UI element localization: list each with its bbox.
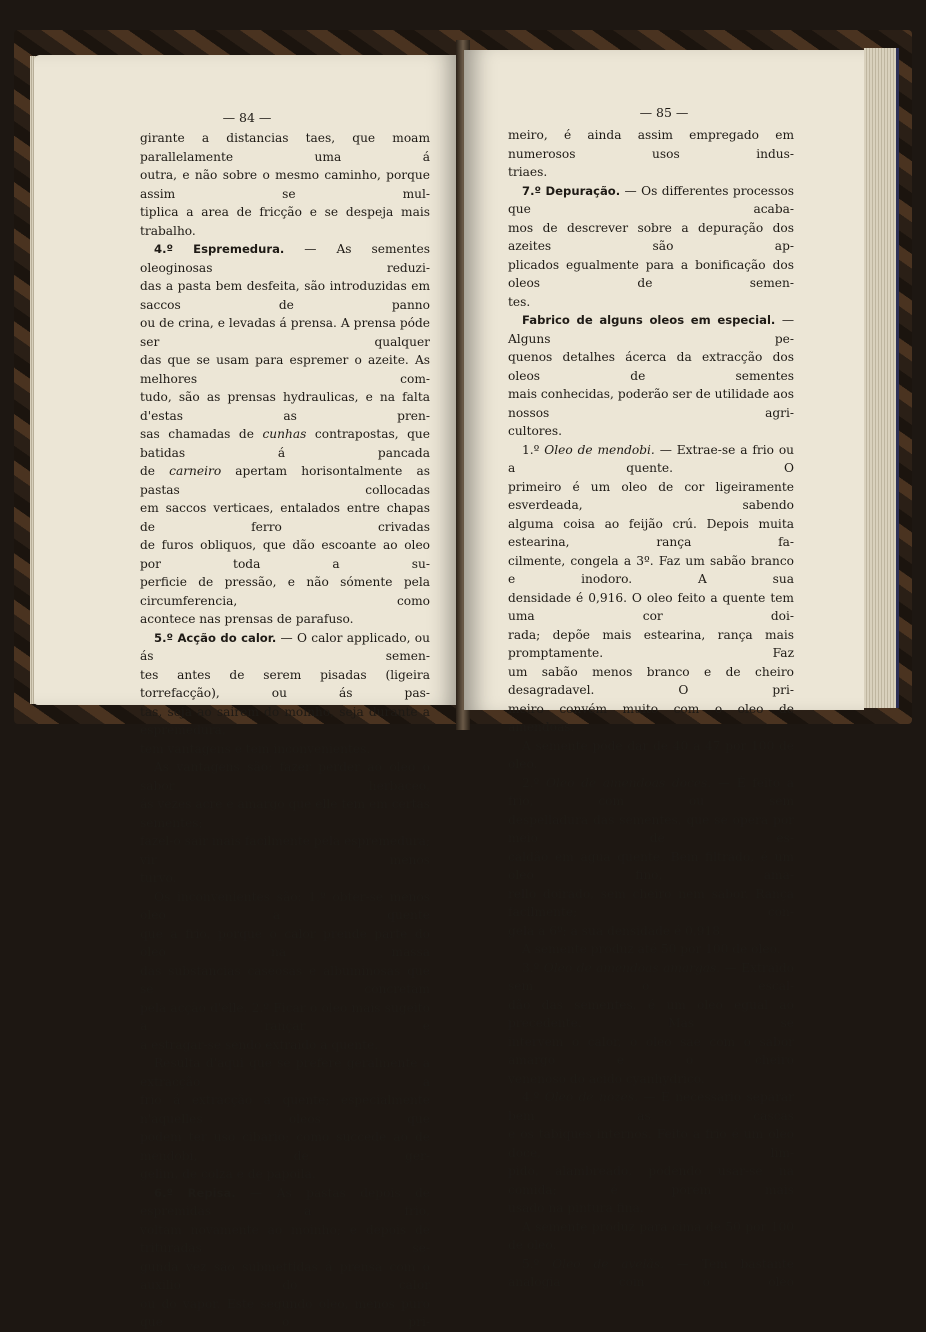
line-text: As vantagens são: fazer perder ao oleo o sabor herbaceo,	[140, 760, 430, 793]
text-line	[140, 129, 430, 166]
line-text: meiro, é ainda assim empregado em numerosos usos indus-	[508, 128, 794, 161]
text-line	[508, 700, 794, 737]
italic-term: cunhas	[262, 427, 307, 441]
italic-term: Oleo de nozes.	[544, 1090, 638, 1104]
line-text: quenos detalhes ácerca da extracção dos oleos de sementes	[508, 350, 794, 383]
text-line	[140, 1036, 430, 1055]
text-line	[508, 589, 794, 626]
text-line	[508, 1162, 794, 1199]
line-text-continued: — É feito a frio, com ou sem	[508, 775, 794, 808]
line-text: em saccos verticaes, entalados entre chapas de ferro crivadas	[140, 501, 430, 534]
text-line	[140, 1128, 430, 1165]
line-text: gelim, de colza e de papoila.	[140, 1167, 316, 1181]
text-line	[140, 999, 430, 1036]
line-text: primeiro é um oleo de cor ligeiramente esverdeada, sabendo	[508, 479, 794, 512]
text-line	[508, 385, 794, 422]
line-text: — Os differentes processos que acaba-	[508, 183, 794, 216]
text-line	[508, 737, 794, 774]
line-text: acontece nas prensas de parafuso.	[140, 612, 354, 626]
line-text: ás vezes acre e amargo que elle tem em certas sementes;	[140, 797, 430, 830]
right-page-text	[508, 126, 794, 1292]
text-line	[140, 666, 430, 703]
text-line	[508, 163, 794, 182]
line-text: tiplica a area de fricção e se despeja mais trabalho.	[140, 205, 430, 238]
line-text: que a frio, porque o calor prende parte do oleo na massa	[140, 926, 430, 959]
line-text: pela acção d'elle. 2.º Ficar o oleo mais sugeito a rançar e	[140, 1000, 430, 1033]
text-line	[140, 425, 430, 462]
line-text: intervem o calor, o oleo sae com o sabor amargo e o cheiro	[508, 1034, 794, 1067]
text-line	[140, 1295, 430, 1332]
text-line	[508, 219, 794, 256]
line-text: podem ter uso cibario; como succede ao de mendobi, de ger-	[140, 1130, 430, 1163]
text-line	[140, 925, 430, 962]
text-line	[508, 1070, 794, 1089]
page-number-left: — 84 —	[222, 110, 272, 125]
text-line	[508, 774, 794, 811]
text-line	[140, 462, 430, 499]
line-text: dão das sementes, é um oleo egual ao precedente. Mas se	[508, 997, 794, 1030]
text-line	[508, 422, 794, 441]
line-text-continued: — Extrae-se a frio ou a quente. O	[508, 442, 795, 475]
text-line	[140, 629, 430, 666]
line-text: um sabão menos branco e de cheiro desagradavel. O pri-	[508, 664, 794, 697]
text-line	[508, 811, 794, 848]
line-text: girante a distancias taes, que moam parallelamente uma á	[140, 131, 430, 164]
line-text: de furos obliquos, que dão escoante ao oleo por toda a su-	[140, 538, 430, 571]
text-line	[508, 552, 794, 589]
line-text: 5.º	[522, 1256, 553, 1271]
left-page	[34, 55, 460, 1329]
text-line	[140, 351, 430, 388]
line-text: mais conhecidas, poderão ser de utilidade aos nossos agri-	[508, 387, 794, 420]
text-line	[140, 1258, 430, 1295]
text-line	[508, 940, 794, 959]
italic-term: Oleo de avelãs.	[552, 1256, 664, 1271]
line-text: pido, alambreado, podendo usar-se na comida; é porém mais	[508, 1164, 794, 1197]
line-text-continued: — É necessario separar bem as cascas	[508, 1090, 794, 1123]
line-text: — Alguns pe-	[508, 313, 795, 346]
text-line	[508, 515, 794, 552]
line-text: turvo.	[140, 871, 177, 885]
text-line	[140, 1091, 430, 1128]
text-line	[140, 1165, 430, 1184]
text-line	[140, 962, 430, 999]
text-line	[508, 348, 794, 385]
text-line	[140, 536, 430, 573]
line-text: das a pasta bem desfeita, são introduzidas em saccos de panno	[140, 279, 430, 312]
line-text: gunda vez são submettidas á prensa com o auxilio do calor	[140, 1259, 430, 1292]
section-heading: 5.º Acção do calor.	[154, 630, 277, 645]
line-text: ou de crina, e levadas á prensa. A prensa póde ser qualquer	[140, 316, 430, 349]
right-page	[464, 50, 864, 1289]
line-text: A semente produz até 50 por 100 de oleo.	[522, 942, 781, 956]
text-line	[508, 1088, 794, 1125]
line-text: — As pastas depois de espremidas a frio,	[140, 1185, 430, 1218]
text-line	[508, 959, 794, 996]
line-text: cilmente, congela a 3º. Faz um sabão branco e inodoro. A sua	[508, 553, 794, 586]
text-line	[140, 166, 430, 203]
italic-term: Oleo de mendobi.	[544, 442, 655, 457]
page-edges-right	[864, 48, 899, 708]
text-line	[508, 311, 794, 348]
line-text: tes antes de serem pisadas (ligeira torrefacção), ou ás pas-	[140, 667, 430, 700]
line-text: A semente produz para cima de 50 por 100 de oleo.	[508, 1219, 794, 1252]
text-line	[508, 848, 794, 885]
line-text: alguma coisa ao feijão crú. Depois muita estearina, rança fa-	[508, 516, 794, 549]
text-line	[140, 314, 430, 351]
text-line	[508, 441, 794, 478]
line-text: de	[140, 464, 170, 478]
line-text: meiro convém muito com o oleo de amendoas.	[508, 701, 794, 734]
line-text: 3.º	[522, 960, 544, 975]
text-line	[508, 922, 794, 941]
line-text: despelladura das sementes, que se opera por meio de es-	[508, 812, 794, 845]
line-text: tes.	[508, 294, 531, 309]
page-number-right: — 85 —	[639, 105, 689, 120]
line-text: 4.º	[522, 1090, 545, 1104]
text-line	[140, 573, 430, 610]
text-line	[508, 126, 794, 163]
line-text: das substancias caseosas e albuminosas que se concretam	[140, 963, 430, 996]
line-text: a estragar-se sendo extraido a quente.	[140, 1037, 379, 1052]
line-text: — O calor applicado, ou ás semen-	[140, 630, 430, 663]
text-line	[508, 663, 794, 700]
text-line	[140, 888, 430, 925]
line-text: densidade é 0,916. O oleo feito a quente tem uma cor doi-	[508, 590, 794, 623]
line-text: perficie de pressão, e não sómente pela circumferencia, como	[140, 575, 430, 608]
text-line	[140, 832, 430, 869]
section-heading: 4.º Espremedura.	[154, 242, 285, 256]
section-heading: 6.º Repisa.	[154, 1185, 236, 1200]
line-text: rello doirado, sem cheiro nem sabor. Rança facilmente; con-	[508, 886, 794, 919]
line-text: tem vantagens e tem inconvenientes.	[140, 741, 371, 756]
line-text-continued: apertam horisontalmente as pastas collocadas	[140, 464, 430, 497]
line-text: triaes.	[508, 165, 548, 179]
text-line	[508, 256, 794, 293]
italic-term: Oleo de amendoas amargas.	[543, 960, 721, 975]
line-text-continued: contrapostas, que batidas á pancada	[140, 427, 430, 460]
line-text: — As sementes oleoginosas reduzi-	[140, 242, 430, 275]
line-text: sas chamadas de	[140, 427, 263, 441]
text-line	[140, 499, 430, 536]
line-text: rada; depõe mais estearina, rança mais promptamente. Faz	[508, 627, 794, 660]
text-line	[140, 1221, 430, 1258]
text-line	[140, 240, 430, 277]
line-text: Os inconvenientes são: 1.º obter-se menos oleo a quente	[140, 889, 430, 922]
text-line	[508, 182, 794, 219]
line-text: frio á extracção a quente; especialmente n'aquelles oleos que	[140, 1093, 430, 1126]
line-text: 1.º	[522, 442, 545, 457]
text-line	[508, 885, 794, 922]
line-text: caldão em agua quente. Bem filtrado, é um oleo fino, ama-	[508, 849, 794, 882]
text-line	[508, 1199, 794, 1218]
line-text: venenoso do acido cyanhydrico.	[508, 1071, 705, 1086]
text-line	[140, 703, 430, 740]
line-text: cultores.	[508, 424, 562, 438]
text-line	[140, 740, 430, 759]
line-text-continued: — Extraido sem o escal-	[508, 960, 795, 993]
text-line	[140, 795, 430, 832]
section-heading: 7.º Depuração.	[522, 183, 621, 198]
line-text: ou do vapor. Este segundo oleo, menos puro que o pri-	[140, 1296, 430, 1329]
text-line	[140, 610, 430, 629]
italic-term: carneiro	[169, 464, 222, 478]
text-line	[508, 293, 794, 312]
line-text: 2.º	[522, 775, 546, 790]
italic-term: Oleo de amendoas doces.	[546, 775, 712, 790]
line-text: Resulta d'aqui que se prefere geralmente a extracção a	[140, 1056, 430, 1089]
section-heading: Fabrico de alguns oleos em especial.	[522, 313, 776, 327]
text-line	[508, 478, 794, 515]
line-text: voltam novamente ao moinho; e depois de trituradas se-	[140, 1222, 430, 1255]
text-line	[508, 1033, 794, 1070]
line-text: mos de descrever sobre a depuração dos azeites são ap-	[508, 220, 794, 253]
text-line	[140, 388, 430, 425]
line-text: gela a 6º; a sua densidade é 0,918.	[508, 923, 724, 938]
line-text: tas, seja ao sairem do moinho, seja durante a espremedura,	[140, 704, 430, 737]
text-line	[140, 277, 430, 314]
text-line	[140, 869, 430, 888]
text-line	[140, 203, 430, 240]
line-text: plicados egualmente para a bonificação dos oleos de semen-	[508, 257, 794, 290]
line-text: fazel-o sair mais facilmente pela espremedura; vir menos	[140, 834, 430, 867]
text-line	[508, 1218, 794, 1255]
line-text: das que se usam para espremer o azeite. As melhores com-	[140, 353, 430, 386]
text-line	[140, 1054, 430, 1091]
line-text: tudo, são as prensas hydraulicas, e na falta d'estas as pren-	[140, 390, 430, 423]
line-text-continued: — Tem bastante analogia com o oleo	[508, 1256, 795, 1289]
line-text: usado na pintura fina.	[508, 1201, 644, 1215]
line-text: e os tabiques internos. Feito a frio é um oleo doce, lim-	[508, 1127, 794, 1160]
text-line	[508, 1125, 794, 1162]
text-line	[508, 626, 794, 663]
text-line	[508, 1255, 794, 1292]
text-line	[140, 1184, 430, 1221]
left-page-text	[140, 129, 430, 1332]
line-text: outra, e não sobre o mesmo caminho, porque assim se mul-	[140, 168, 430, 201]
text-line	[140, 758, 430, 795]
text-line	[508, 996, 794, 1033]
line-text: A semente póde dar de 40 a 47 por 100 de oleo.	[508, 738, 794, 771]
